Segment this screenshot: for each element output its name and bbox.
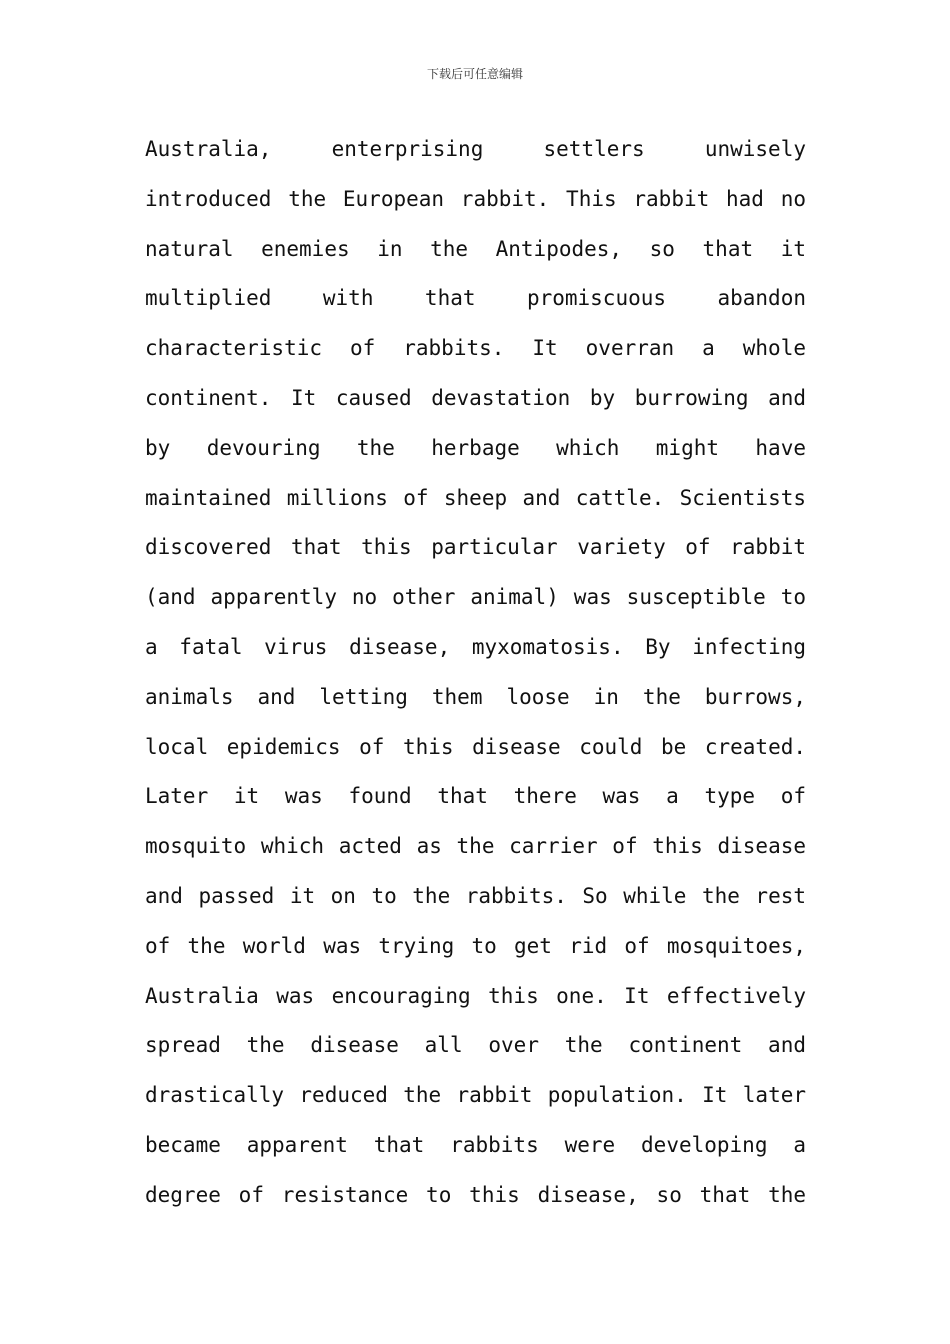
text-line: introduced the European rabbit. This rabbit had no bbox=[145, 186, 806, 211]
text-line: became apparent that rabbits were developing a bbox=[145, 1132, 806, 1157]
text-line: Australia, enterprising settlers unwisely bbox=[145, 137, 806, 161]
text-line: continent. It caused devastation by burrowing and bbox=[145, 385, 806, 410]
text-line: and passed it on to the rabbits. So while the rest bbox=[145, 883, 806, 908]
text-line: Later it was found that there was a type of bbox=[145, 784, 806, 809]
text-line: maintained millions of sheep and cattle. Scientists bbox=[145, 485, 806, 510]
text-line: spread the disease all over the continent and bbox=[145, 1033, 806, 1058]
text-line: animals and letting them loose in the burrows, bbox=[145, 684, 806, 709]
text-line: by devouring the herbage which might have bbox=[145, 435, 806, 460]
text-line: discovered that this particular variety of rabbit bbox=[145, 535, 806, 560]
text-line: a fatal virus disease, myxomatosis. By infecting bbox=[145, 634, 806, 659]
text-line: mosquito which acted as the carrier of this disease bbox=[145, 834, 806, 859]
body-text bbox=[145, 125, 806, 1221]
text-line: Australia was encouraging this one. It effectively bbox=[145, 983, 806, 1008]
text-line: natural enemies in the Antipodes, so that it bbox=[145, 236, 806, 261]
text-line: characteristic of rabbits. It overran a whole bbox=[145, 336, 806, 361]
text-line: of the world was trying to get rid of mosquitoes, bbox=[145, 933, 806, 958]
text-line: (and apparently no other animal) was susceptible to bbox=[145, 585, 806, 610]
text-line: degree of resistance to this disease, so that the bbox=[145, 1182, 806, 1207]
header-note: 下载后可任意编辑 bbox=[426, 67, 523, 81]
text-line: drastically reduced the rabbit population. It later bbox=[145, 1083, 806, 1108]
text-line: local epidemics of this disease could be created. bbox=[145, 734, 806, 759]
text-line: multiplied with that promiscuous abandon bbox=[145, 286, 806, 311]
